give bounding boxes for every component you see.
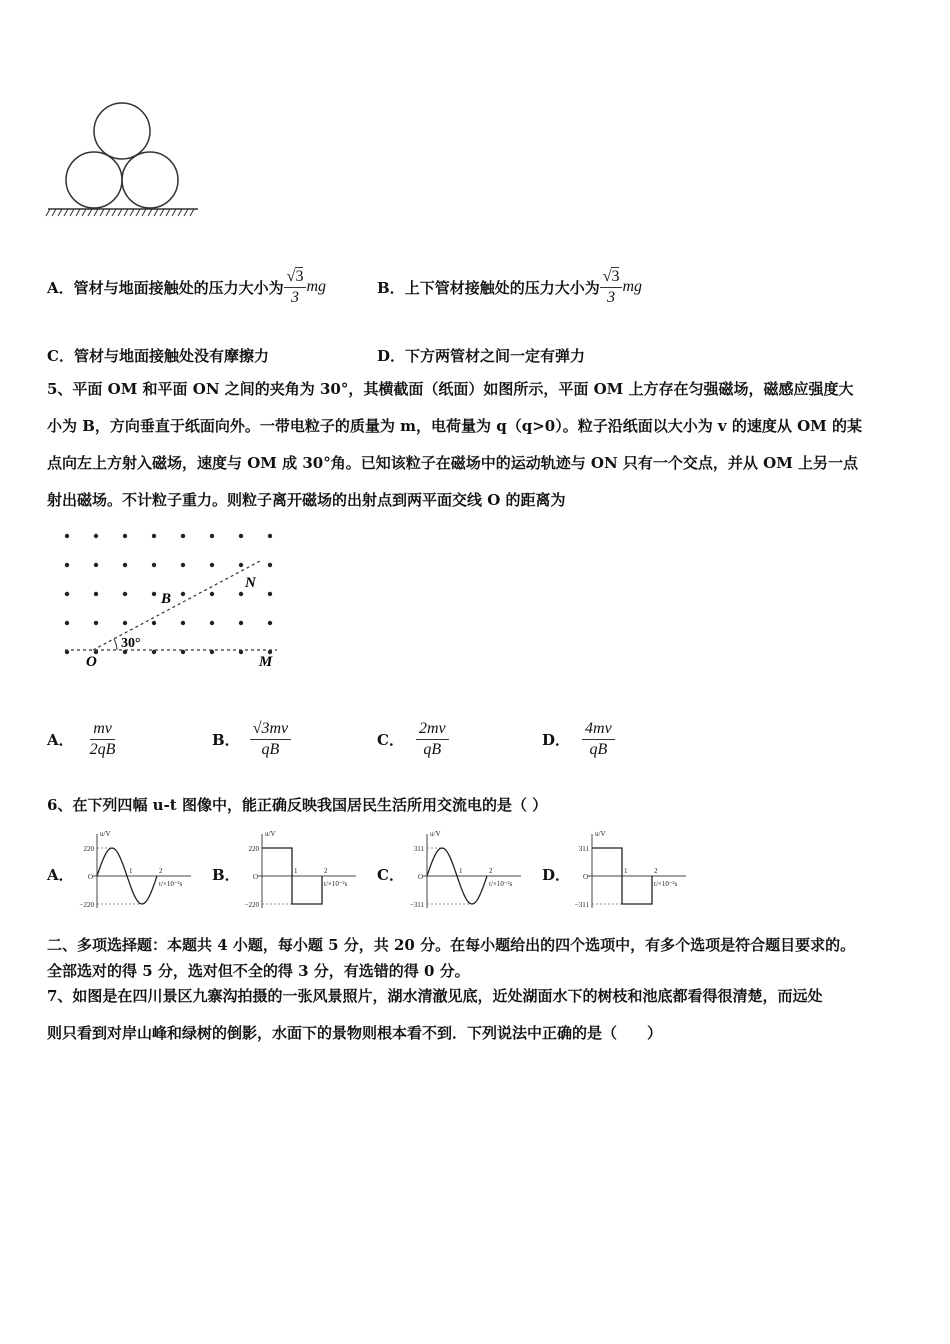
u-axis-label: u/V [100, 830, 111, 838]
q4-option-a-label: A． [47, 278, 74, 297]
q4-option-c-text: 管材与地面接触处没有摩擦力 [73, 347, 269, 365]
field-dot [210, 563, 214, 567]
q4-option-a[interactable] [47, 262, 326, 312]
q5-option-d-label: D． [542, 730, 571, 749]
q4-option-a-text: 管材与地面接触处的压力大小为 [73, 278, 284, 297]
field-dot [65, 563, 69, 567]
q5-option-d-den: qB [589, 740, 608, 758]
q5-option-a-den: 2qB [89, 740, 116, 758]
field-dot [123, 563, 127, 567]
q6-option-a-label: A． [47, 866, 74, 884]
q4-option-b[interactable] [377, 262, 642, 312]
q5-line-4: 射出磁场。不计粒子重力。则粒子离开磁场的出射点到两平面交线 O 的距离为 [47, 491, 566, 509]
q5-option-b[interactable] [212, 712, 291, 766]
field-dot [239, 563, 243, 567]
q6-option-b[interactable] [212, 828, 377, 914]
tick-1-label: 1 [294, 867, 298, 875]
label-m: M [259, 654, 273, 670]
field-dot [239, 534, 243, 538]
q4-option-d-text: 下方两管材之间一定有弹力 [405, 347, 586, 365]
origin-label: O [583, 873, 589, 881]
field-dot [123, 592, 127, 596]
field-dot [268, 563, 272, 567]
field-dot [268, 621, 272, 625]
field-dot [152, 592, 156, 596]
u-axis-label: u/V [595, 830, 606, 838]
field-dot [65, 621, 69, 625]
q5-option-a-num: mv [90, 720, 115, 740]
peak-label: 220 [83, 845, 94, 853]
plane-on-line [93, 561, 260, 650]
top-pipe [94, 103, 150, 159]
label-o: O [86, 654, 97, 670]
q6-option-c[interactable] [377, 828, 542, 914]
q5-option-b-den: qB [261, 740, 280, 758]
tick-2-label: 2 [654, 867, 658, 875]
origin-label: O [253, 873, 259, 881]
q7-line-2: 则只看到对岸山峰和绿树的倒影，水面下的景物则根本看不到．下列说法中正确的是（ ） [47, 1024, 663, 1042]
tick-2-label: 2 [489, 867, 493, 875]
q5-stem [47, 371, 907, 519]
q5-option-c[interactable] [377, 712, 449, 766]
tick-2-label: 2 [159, 867, 163, 875]
q5-option-d-num: 4mv [582, 720, 615, 740]
tick-2-label: 2 [324, 867, 328, 875]
q4-option-b-text: 上下管材接触处的压力大小为 [404, 278, 600, 297]
tick-1-label: 1 [624, 867, 628, 875]
trough-label: −311 [574, 901, 589, 909]
q5-line-3: 点向左上方射入磁场，速度与 OM 成 30°角。已知该粒子在磁场中的运动轨迹与 ON 只有一个交点，并从 OM 上另一点 [47, 454, 859, 472]
peak-label: 220 [248, 845, 259, 853]
q6-stem: 6、在下列四幅 u-t 图像中，能正确反映我国居民生活所用交流电的是（ ） [47, 796, 548, 814]
q4-option-b-unit: mg [622, 278, 643, 295]
q5-option-d[interactable] [542, 712, 615, 766]
q5-option-c-den: qB [423, 740, 442, 758]
bottom-right-pipe [122, 152, 178, 208]
t-axis-label: t/×10⁻²s [654, 880, 678, 888]
field-dot [181, 563, 185, 567]
q6-graph-a [73, 828, 203, 914]
t-axis-label: t/×10⁻²s [159, 880, 183, 888]
q4-option-a-den: 3 [291, 288, 300, 306]
tick-1-label: 1 [129, 867, 133, 875]
q6-graph-b [238, 828, 368, 914]
q6-option-c-label: C． [377, 866, 404, 884]
q4-option-d-label: D． [377, 347, 406, 365]
q4-option-b-num: 3 [611, 267, 620, 285]
field-dot [268, 592, 272, 596]
label-n: N [245, 575, 256, 591]
origin-label: O [88, 873, 94, 881]
q4-option-c-label: C． [47, 347, 74, 365]
q4-option-a-fraction: $\frac{√3}{3}$ [284, 268, 307, 307]
trough-label: −220 [244, 901, 259, 909]
section-2-header [47, 932, 917, 984]
q5-line-1: 5、平面 OM 和平面 ON 之间的夹角为 30°，其横截面（纸面）如图所示，平面 OM 上方存在匀强磁场，磁感应强度大 [47, 380, 854, 398]
q6-graph-d [568, 828, 698, 914]
magnetic-field-figure [55, 525, 290, 675]
q7-stem [47, 978, 907, 1052]
section-2-line-2: 全部选对的得 5 分，选对但不全的得 3 分，有选错的得 0 分。 [47, 962, 470, 980]
trough-label: −220 [79, 901, 94, 909]
angle-arc [114, 639, 117, 650]
q5-line-2: 小为 B，方向垂直于纸面向外。一带电粒子的质量为 m，电荷量为 q（q>0）。粒子沿纸面以大小为 v 的速度从 OM 的某 [47, 417, 862, 435]
t-axis-label: t/×10⁻²s [324, 880, 348, 888]
field-dot [239, 592, 243, 596]
field-dot [181, 592, 185, 596]
field-dot [94, 621, 98, 625]
q7-line-1: 7、如图是在四川景区九寨沟拍摄的一张风景照片，湖水清澈见底，近处湖面水下的树枝和池底都看得很清楚，而远处 [47, 987, 823, 1005]
u-axis-label: u/V [265, 830, 276, 838]
three-pipes-figure [40, 95, 210, 225]
peak-label: 311 [578, 845, 589, 853]
field-dot [152, 534, 156, 538]
q6-option-d-label: D． [542, 866, 571, 884]
field-dot [239, 621, 243, 625]
q6-option-a[interactable] [47, 828, 212, 914]
field-dot [210, 534, 214, 538]
field-dot [65, 592, 69, 596]
tick-1-label: 1 [459, 867, 463, 875]
label-angle: 30° [121, 636, 141, 651]
trough-label: −311 [409, 901, 424, 909]
section-2-line-1: 二、多项选择题：本题共 4 小题，每小题 5 分，共 20 分。在每小题给出的四个选项中，有多个选项是符合题目要求的。 [47, 936, 856, 954]
q4-option-b-label: B． [377, 278, 405, 297]
q4-option-b-den: 3 [607, 288, 616, 306]
q4-option-a-num: 3 [295, 267, 304, 285]
q5-option-a[interactable] [47, 712, 115, 766]
origin-label: O [418, 873, 424, 881]
q6-graph-c [403, 828, 533, 914]
field-dot [94, 592, 98, 596]
field-dot [152, 563, 156, 567]
field-dot [210, 621, 214, 625]
field-dot [181, 621, 185, 625]
q5-option-a-label: A． [47, 730, 74, 749]
q5-option-b-num: √3mv [250, 720, 291, 740]
q6-option-d[interactable] [542, 828, 707, 914]
field-dot [123, 621, 127, 625]
ground-hatching [46, 209, 194, 216]
peak-label: 311 [413, 845, 424, 853]
field-dot [181, 534, 185, 538]
t-axis-label: t/×10⁻²s [489, 880, 513, 888]
field-dot [94, 534, 98, 538]
q4-option-b-fraction: $\frac{√3}{3}$ [600, 268, 623, 307]
q5-option-b-label: B． [212, 730, 240, 749]
field-dot [65, 534, 69, 538]
q5-option-c-num: 2mv [416, 720, 449, 740]
q5-option-c-label: C． [377, 730, 404, 749]
q4-option-c[interactable] [47, 345, 269, 366]
field-dot [123, 534, 127, 538]
u-axis-label: u/V [430, 830, 441, 838]
q4-option-d[interactable] [377, 345, 585, 366]
field-dot [268, 534, 272, 538]
field-dot [210, 592, 214, 596]
field-dot [152, 621, 156, 625]
q6-option-b-label: B． [212, 866, 240, 884]
q4-option-a-unit: mg [306, 278, 326, 295]
label-b: B [161, 591, 172, 607]
field-dot [94, 563, 98, 567]
bottom-left-pipe [66, 152, 122, 208]
